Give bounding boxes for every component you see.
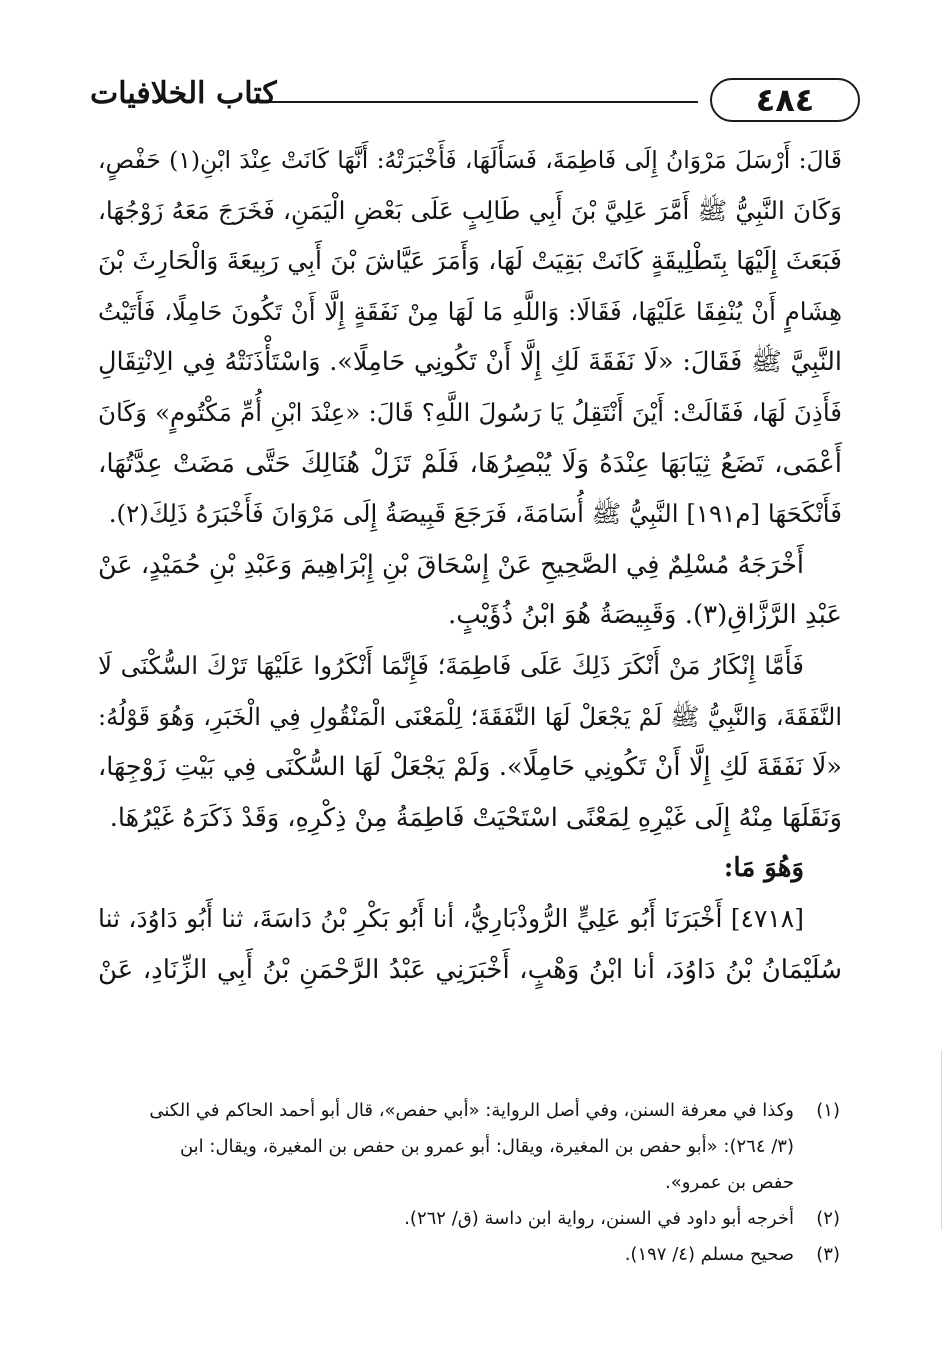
footnote-1-continuation: حفص بن عمرو». [665,1172,794,1193]
text-line: أَعْمَى، تَضَعُ ثِيَابَهَا عِنْدَهُ وَلَا يُبْصِرُهَا، فَلَمْ تَزَلْ هُنَالِكَ حَتَّى مَضَتْ عِدَّتُهَا، [98,448,842,479]
footnotes [100,1093,840,1273]
footnote-2 [100,1201,840,1237]
footnote-text: وكذا في معرفة السنن، وفي أصل الرواية: «أبي حفص»، قال أبو أحمد الحاكم في الكنى [149,1100,794,1121]
chain-heading: وَهُوَ مَا: [723,853,804,884]
text-line: هِشَامٍ أَنْ يُنْفِقَا عَلَيْهَا، فَقَالَا: وَاللَّهِ مَا لَهَا مِنْ نَفَقَةٍ إِلَّا أَنْ تَكُونَ حَامِلًا، فَأَتَيْتُ [98,296,842,326]
header-rule [260,101,698,103]
text-line: وَكَانَ النَّبِيُّ ﷺ أَمَّرَ عَلِيَّ بْنَ أَبِي طَالِبٍ عَلَى بَعْضِ الْيَمَنِ، فَخَرَجَ مَعَهُ زَوْجُهَا، [98,195,842,225]
text-line: وَنَقَلَهَا مِنْهُ إِلَى غَيْرِهِ لِمَعْنًى اسْتَحْيَتْ فَاطِمَةُ مِنْ ذِكْرِهِ، وَقَدْ ذَكَرَهُ غَيْرُهَا. [109,802,842,833]
text-line: عَبْدِ الرَّزَّاقِ(٣). وَقَبِيصَةُ هُوَ ابْنُ ذُؤَيْبٍ. [447,600,842,631]
page-number: ٤٨٤ [755,81,815,119]
page-number-badge [710,78,860,122]
text-line: فَأَنْكَحَهَا [م١٩١] النَّبِيُّ ﷺ أُسَامَةَ، فَرَجَعَ قَبِيصَةُ إِلَى مَرْوَانَ فَأَخْبَرَهُ ذَلِكَ(٢). [108,499,842,529]
text-line: فَأَمَّا إِنْكَارُ مَنْ أَنْكَرَ ذَلِكَ عَلَى فَاطِمَةَ؛ فَإِنَّمَا أَنْكَرُوا عَلَيْهَا تَرْكَ السُّكْنَى لَا [98,650,804,680]
text-line: أَخْرَجَهُ مُسْلِمٌ فِي الصَّحِيحِ عَنْ إِسْحَاقَ بْنِ إِبْرَاهِيمَ وَعَبْدِ بْنِ حُمَيْدٍ، عَنْ [98,549,804,580]
book-title: كتاب الخلافيات [90,76,277,111]
footnote-1-continuation: (٣/ ٢٦٤): «أبو حفص بن المغيرة، ويقال: أبو عمرو بن حفص بن المغيرة، ويقال: ابن [179,1136,794,1157]
footnote-text: أخرجه أبو داود في السنن، رواية ابن داسة (ق/ ٢٦٢). [404,1208,794,1229]
text-line: النَّفَقَةَ، وَالنَّبِيُّ ﷺ لَمْ يَجْعَلْ لَهَا النَّفَقَةَ؛ لِلْمَعْنَى الْمَنْقُولِ فِي الْخَبَرِ، وَهُوَ قَوْلُهُ: [98,702,842,731]
main-text [98,135,842,995]
footnote-number: (٣) [816,1244,840,1265]
text-line: [٤٧١٨] أَخْبَرَنَا أَبُو عَلِيٍّ الرُّوذْبَارِيُّ، أنا أَبُو بَكْرِ بْنُ دَاسَةَ، ثنا أَبُو دَاوُدَ، ثنا [98,903,804,933]
page-header [90,70,860,128]
text-line: فَأَذِنَ لَهَا، فَقَالَتْ: أَيْنَ أَنْتَقِلُ يَا رَسُولَ اللَّهِ؟ قَالَ: «عِنْدَ ابْنِ أُمِّ مَكْتُومٍ» وَكَانَ [98,397,842,427]
footnote-number: (٢) [816,1208,840,1229]
page-edge-line [941,1050,942,1230]
footnote-text: صحيح مسلم (٤/ ١٩٧). [624,1244,794,1265]
text-line: «لَا نَفَقَةَ لَكِ إِلَّا أَنْ تَكُونِي حَامِلًا». وَلَمْ يَجْعَلْ لَهَا السُّكْنَى فِي بَيْتِ زَوْجِهَا، [98,752,842,783]
footnote-number: (١) [816,1100,840,1121]
footnote-1 [100,1093,840,1129]
text-line: النَّبِيَّ ﷺ فَقَالَ: «لَا نَفَقَةَ لَكِ إِلَّا أَنْ تَكُونِي حَامِلًا». وَاسْتَأْذَنَتْهُ فِي الِانْتِقَالِ [98,347,842,378]
text-line: فَبَعَثَ إِلَيْهَا بِتَطْلِيقَةٍ كَانَتْ بَقِيَتْ لَهَا، وَأَمَرَ عَيَّاشَ بْنَ أَبِي رَبِيعَةَ وَالْحَارِثَ بْنَ [98,246,842,276]
text-line: قَالَ: أَرْسَلَ مَرْوَانُ إِلَى فَاطِمَةَ، فَسَأَلَهَا، فَأَخْبَرَتْهُ: أَنَّهَا كَانَتْ عِنْدَ ابْنِ(١) حَفْصٍ، [98,146,842,174]
text-line: سُلَيْمَانُ بْنُ دَاوُدَ، أنا ابْنُ وَهْبٍ، أَخْبَرَنِي عَبْدُ الرَّحْمَنِ بْنُ أَبِي الزِّنَادِ، عَنْ [98,954,842,985]
footnote-3 [100,1237,840,1273]
